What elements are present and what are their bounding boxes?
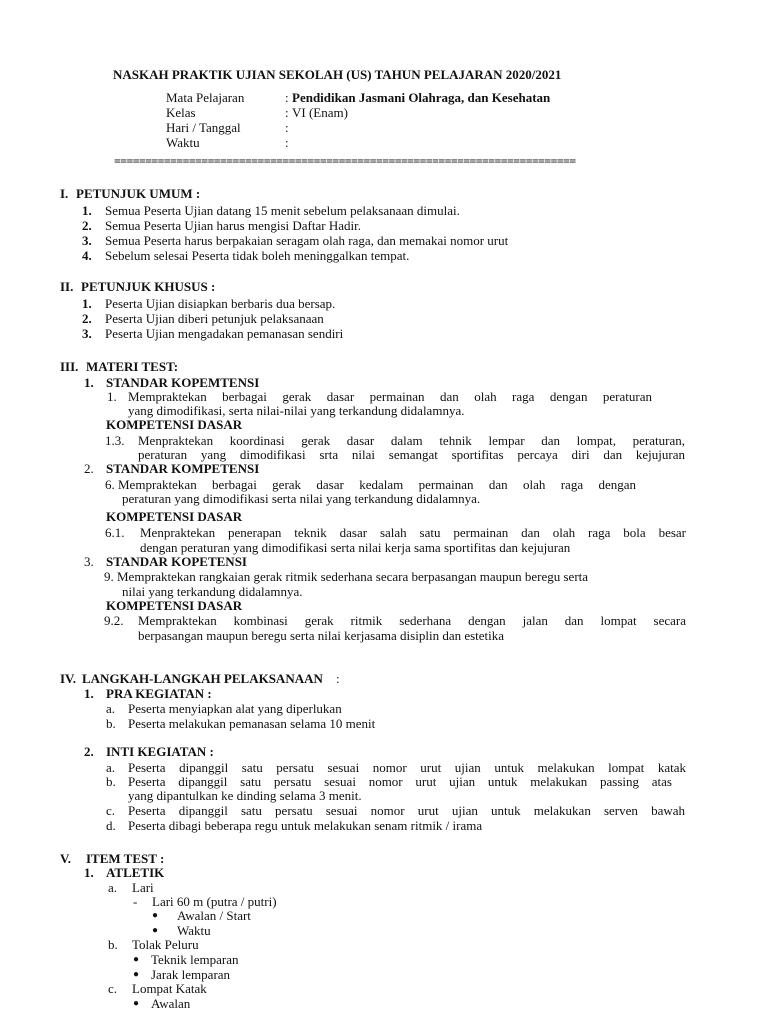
info-label: Hari / Tanggal <box>166 120 241 135</box>
list-number: 2. <box>82 311 92 326</box>
sub-number: 1. <box>84 865 94 880</box>
kd-text: Menpraktekan penerapan teknik dasar salah satu permainan dan olah raga bola besar <box>140 525 686 540</box>
list-item: Peserta dipanggil satu persatu sesuai nomor urut ujian untuk melakukan passing atas <box>128 774 672 789</box>
sub-title: STANDAR KOMPETENSI <box>106 461 260 476</box>
kd-number: 9.2. <box>104 613 124 628</box>
sub-title: ATLETIK <box>106 865 165 880</box>
section-number: II. <box>60 279 74 294</box>
section-number: V. <box>60 851 71 866</box>
info-value: VI (Enam) <box>292 105 348 120</box>
item-text: yang dimodifikasi, serta nilai-nilai yang terkandung didalamnya. <box>128 403 465 418</box>
sub-title: STANDAR KOPETENSI <box>106 554 247 569</box>
section-title: LANGKAH-LANGKAH PELAKSANAAN <box>82 671 323 686</box>
list-item: Sebelum selesai Peserta tidak boleh meninggalkan tempat. <box>105 248 410 263</box>
info-label: Waktu <box>166 135 200 150</box>
list-item: Peserta Ujian disiapkan berbaris dua bersap. <box>105 296 336 311</box>
section-number: IV. <box>60 671 77 686</box>
info-value: Pendidikan Jasmani Olahraga, dan Kesehatan <box>292 90 551 105</box>
list-letter: c. <box>106 803 116 818</box>
kd-number: 6.1. <box>105 525 125 540</box>
section-number: III. <box>60 359 79 374</box>
list-number: 1. <box>82 296 92 311</box>
sub-number: 1. <box>84 375 94 390</box>
list-item: Lompat Katak <box>132 981 207 996</box>
kd-text: peraturan yang dimodifikasi srta nilai semangat sportifitas percaya diri dan kejujuran <box>138 447 685 462</box>
list-number: 3. <box>82 326 92 341</box>
list-number: 1. <box>82 203 92 218</box>
list-item: Tolak Peluru <box>132 937 199 952</box>
info-sep: : <box>285 105 289 120</box>
item-text: peraturan yang dimodifikasi serta nilai yang terkandung didalamnya. <box>122 491 481 506</box>
section-colon: : <box>336 671 340 686</box>
list-letter: b. <box>108 937 118 952</box>
list-item: Semua Peserta Ujian datang 15 menit sebelum pelaksanaan dimulai. <box>105 203 460 218</box>
list-item: Peserta melakukan pemanasan selama 10 menit <box>128 716 376 731</box>
sub-title: INTI KEGIATAN : <box>106 744 214 759</box>
section-number: I. <box>60 186 69 201</box>
item-number: 1. <box>107 389 117 404</box>
list-item: Peserta dibagi beberapa regu untuk melakukan senam ritmik / irama <box>128 818 483 833</box>
section-title: MATERI TEST: <box>86 359 179 374</box>
sub-title: STANDAR KOPEMTENSI <box>106 375 260 390</box>
sub-number: 1. <box>84 686 94 701</box>
list-letter: c. <box>108 981 118 996</box>
list-number: 3. <box>82 233 92 248</box>
info-label: Mata Pelajaran <box>166 90 245 105</box>
info-sep: : <box>285 90 289 105</box>
info-sep: : <box>285 120 289 135</box>
kd-text: Mempraktekan kombinasi gerak ritmik sederhana dengan jalan dan lompat secara <box>138 613 686 628</box>
bullet-icon: ● <box>133 969 140 980</box>
item-text: Mempraktekan berbagai gerak dasar permainan dan olah raga dengan peraturan <box>128 389 652 404</box>
list-letter: b. <box>106 716 116 731</box>
info-sep: : <box>285 135 289 150</box>
sub-number: 3. <box>84 554 94 569</box>
bullet-item: Waktu <box>177 923 211 938</box>
kd-text: berpasangan maupun beregu serta nilai kerjasama disiplin dan estetika <box>138 628 505 643</box>
bullet-item: Awalan / Start <box>177 908 251 923</box>
divider: ========================================================================== <box>114 154 576 168</box>
bullet-icon: ● <box>152 910 159 921</box>
item-text: 9. Mempraktekan rangkaian gerak ritmik sederhana secara berpasangan maupun beregu serta <box>104 569 589 584</box>
item-text: nilai yang terkandung didalamnya. <box>122 584 303 599</box>
list-item-continued: yang dipantulkan ke dinding selama 3 menit. <box>128 788 362 803</box>
bullet-icon: ● <box>152 925 159 936</box>
list-number: 2. <box>82 218 92 233</box>
bullet-icon: ● <box>133 954 140 965</box>
list-item: Peserta Ujian diberi petunjuk pelaksanaan <box>105 311 324 326</box>
kd-title: KOMPETENSI DASAR <box>106 417 243 432</box>
kd-number: 1.3. <box>105 433 125 448</box>
list-letter: a. <box>106 701 116 716</box>
bullet-item: Teknik lemparan <box>151 952 239 967</box>
info-label: Kelas <box>166 105 196 120</box>
list-item: Peserta menyiapkan alat yang diperlukan <box>128 701 342 716</box>
bullet-item: Jarak lemparan <box>151 967 231 982</box>
section-title: PETUNJUK KHUSUS : <box>81 279 216 294</box>
list-item: Peserta dipanggil satu persatu sesuai nomor urut ujian untuk melakukan serven bawah <box>128 803 685 818</box>
list-item: Peserta Ujian mengadakan pemanasan sendiri <box>105 326 344 341</box>
kd-text: dengan peraturan yang dimodifikasi serta nilai kerja sama sportifitas dan kejujuran <box>140 540 571 555</box>
sub-number: 2. <box>84 744 94 759</box>
list-item: Lari <box>132 880 154 895</box>
list-subitem: Lari 60 m (putra / putri) <box>152 894 277 909</box>
kd-title: KOMPETENSI DASAR <box>106 509 243 524</box>
list-letter: a. <box>108 880 118 895</box>
item-text: Mempraktekan berbagai gerak dasar kedalam permainan dan olah raga dengan <box>118 477 636 492</box>
list-letter: a. <box>106 760 116 775</box>
sub-title: PRA KEGIATAN : <box>106 686 212 701</box>
list-number: 4. <box>82 248 92 263</box>
list-letter: d. <box>106 818 116 833</box>
dash-marker: - <box>133 894 138 909</box>
kd-text: Menpraktekan koordinasi gerak dasar dalam tehnik lempar dan lompat, peraturan, <box>138 433 685 448</box>
list-item: Semua Peserta harus berpakaian seragam olah raga, dan memakai nomor urut <box>105 233 509 248</box>
section-title: ITEM TEST : <box>86 851 165 866</box>
kd-title: KOMPETENSI DASAR <box>106 598 243 613</box>
page-title: NASKAH PRAKTIK UJIAN SEKOLAH (US) TAHUN PELAJARAN 2020/2021 <box>113 67 562 82</box>
bullet-icon: ● <box>133 998 140 1009</box>
item-number: 6. <box>105 477 115 492</box>
sub-number: 2. <box>84 461 94 476</box>
section-title: PETUNJUK UMUM : <box>76 186 201 201</box>
list-item: Semua Peserta Ujian harus mengisi Daftar Hadir. <box>105 218 361 233</box>
list-letter: b. <box>106 774 116 789</box>
list-item: Peserta dipanggil satu persatu sesuai nomor urut ujian untuk melakukan lompat katak <box>128 760 686 775</box>
bullet-item: Awalan <box>151 996 191 1011</box>
